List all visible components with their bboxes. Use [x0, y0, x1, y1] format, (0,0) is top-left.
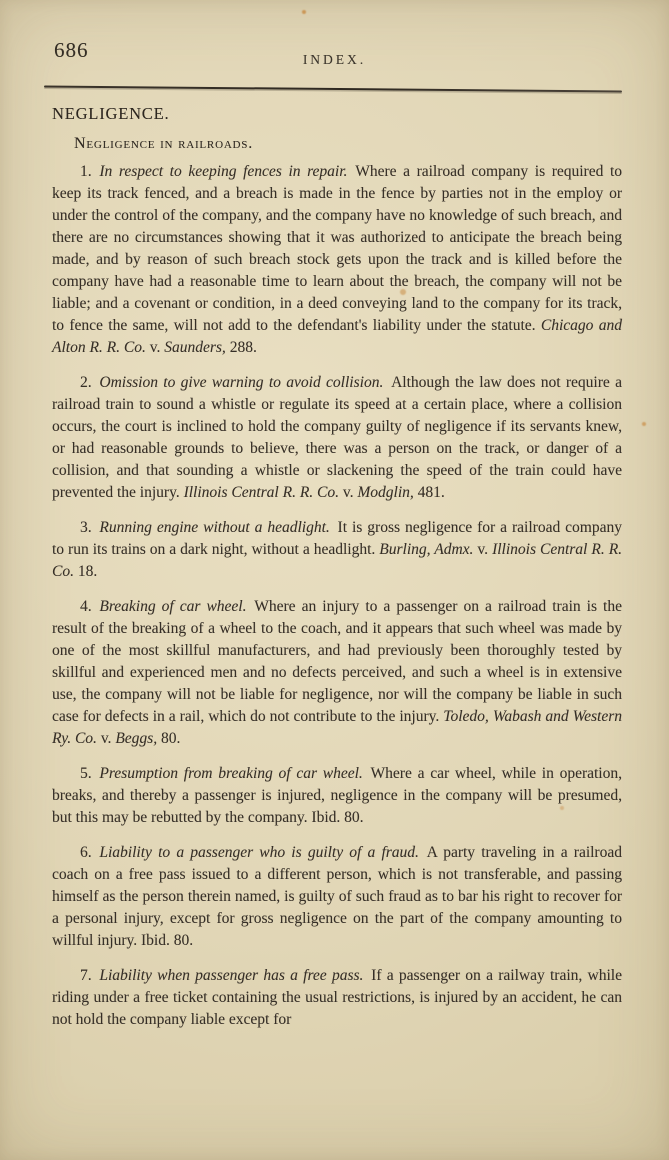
index-entry-2	[52, 372, 622, 504]
index-entry-5	[52, 763, 622, 829]
index-entry-1	[52, 161, 622, 359]
entry-text: 18.	[77, 563, 98, 580]
entry-text-italic: Burling, Admx.	[379, 541, 474, 558]
entry-text-italic: Running engine without a headlight.	[99, 519, 330, 536]
entry-text: Ibid. 80.	[140, 932, 194, 949]
entry-text-italic: Illinois Central R. R. Co.	[52, 541, 623, 580]
entry-text: v.	[342, 484, 354, 501]
entry-number: 5.	[80, 765, 92, 782]
entry-text-italic: Saunders,	[164, 339, 226, 356]
entry-number: 4.	[80, 598, 92, 615]
entry-number: 2.	[80, 374, 92, 391]
entry-text: Ibid. 80.	[311, 809, 364, 826]
page-header	[0, 0, 669, 97]
entry-number: 1.	[80, 163, 92, 180]
entry-text: 288.	[229, 339, 257, 356]
entry-text-italic: Presumption from breaking of car wheel.	[99, 765, 363, 782]
entry-text: v.	[149, 339, 161, 356]
entry-text: v.	[100, 730, 112, 747]
header-rule	[44, 85, 622, 92]
entry-text-italic: Liability when passenger has a free pass.	[99, 967, 364, 984]
index-entry-7	[52, 965, 622, 1031]
entry-number: 7.	[80, 967, 92, 984]
entry-text-italic: In respect to keeping fences in repair.	[99, 163, 348, 180]
index-entry-3	[52, 517, 622, 583]
entry-text: Where a railroad company is required to keep its track fenced, and a breach is made in the fence by parties not in the employ or under the control of the company, and the company have no knowledge of such breach, and there are no circumstances showing that it was authorized to anticipate the breach being made, and by reason of such breach stock gets upon the track and is killed before the company have had a reasonable time to learn about the breach, the company will not be liable; and a covenant or condition, in a deed conveying land to the company for its track, to fence the same, will not add to the defendant's liability under the statute.	[52, 163, 622, 334]
entry-text: A party traveling in a railroad coach on a free pass issued to a different person, which is not transferable, and passing himself as the person therein named, is guilty of such fraud as to bar his right to recover for a personal injury, except for gross negligence on the part of the company amounting to willful injury.	[52, 844, 622, 949]
entry-number: 6.	[80, 844, 92, 861]
entry-text-italic: Toledo, Wabash and Western Ry. Co.	[52, 708, 623, 747]
entry-text-italic: Modglin,	[357, 484, 414, 501]
entry-text-italic: Omission to give warning to avoid collision.	[99, 374, 384, 391]
index-entry-6	[52, 842, 622, 952]
entry-text: v.	[477, 541, 489, 558]
entry-text: 481.	[417, 484, 445, 501]
index-entry-4	[52, 596, 622, 750]
entry-text: If a passenger on a railway train, while riding under a free ticket containing the usual restrictions, is injured by an accident, he can not hold the company liable except for	[52, 967, 622, 1028]
entry-text: Where an injury to a passenger on a railroad train is the result of the breaking of a wheel to the coach, and it appears that such wheel was made by one of the most skillful manufacturers, and had previously been thoroughly tested by skillful and experienced men and no defects perceived, and such a wheel is in extensive use, the company will not be liable for negligence, nor will the company be liable in such case for defects in a rail, which do not contribute to the injury.	[52, 598, 622, 725]
section-heading: NEGLIGENCE.	[52, 104, 170, 123]
entry-text-italic: Illinois Central R. R. Co.	[183, 484, 339, 501]
entry-text: It is gross negligence for a railroad company to run its trains on a dark night, without a headlight.	[52, 519, 622, 558]
entry-text-italic: Beggs,	[115, 730, 158, 747]
entry-text: Although the law does not require a railroad train to sound a whistle or regulate its speed at a certain place, where a collision occurs, the court is inclined to hold the company guilty of negligence if its servants knew, or had reasonable grounds to believe, there was a person on the track, or danger of a collision, and that sounding a whistle or slackening the speed of the train could have prevented the injury.	[52, 374, 623, 501]
entry-number: 3.	[80, 519, 92, 536]
entry-text: 80.	[160, 730, 181, 747]
entry-text-italic: Liability to a passenger who is guilty of a fraud.	[99, 844, 419, 861]
subsection-heading: Negligence in railroads.	[74, 135, 254, 152]
index-entries	[52, 161, 622, 1031]
running-title: INDEX.	[302, 52, 367, 67]
entry-text-italic: Chicago and Alton R. R. Co.	[52, 317, 623, 356]
entry-text: Where a car wheel, while in operation, breaks, and thereby a passenger is injured, negligence in the company will be presumed, but this may be rebutted by the company.	[52, 765, 622, 826]
entry-text-italic: Breaking of car wheel.	[99, 598, 247, 615]
page-number: 686	[54, 38, 89, 62]
